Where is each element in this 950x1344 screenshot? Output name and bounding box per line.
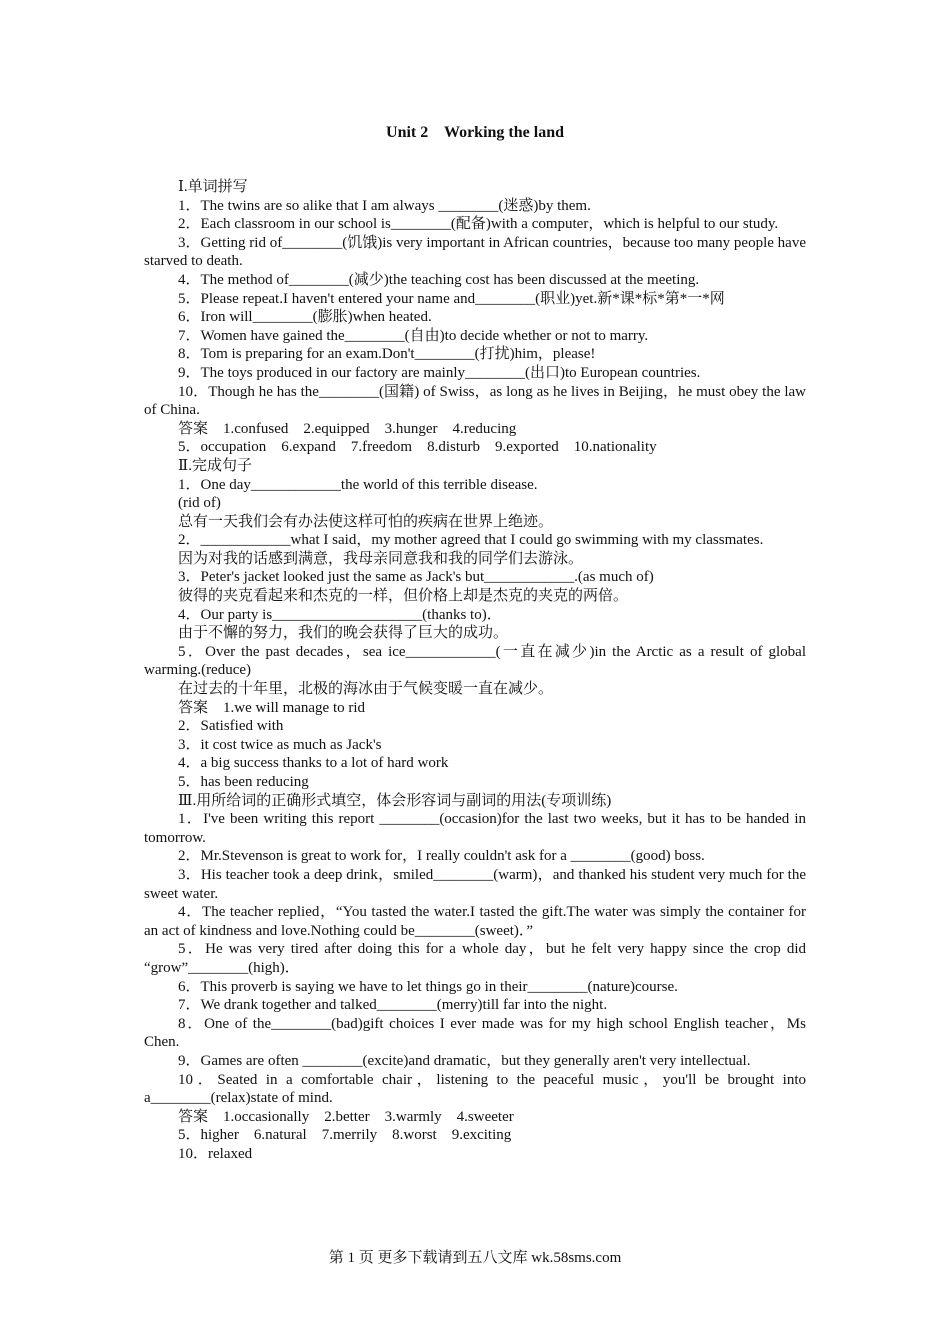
exercise-item: 9．Games are often ________(excite)and dramatic，but they generally aren't very intellectual. <box>178 1052 751 1069</box>
exercise-item: 6．This proverb is saying we have to let things go in their________(nature)course. <box>178 978 678 995</box>
exercise-item: 3．His teacher took a deep drink，smiled________(warm)，and thanked his student very much for the sweet water. <box>144 866 806 902</box>
section-heading-3: Ⅲ.用所给词的正确形式填空，体会形容词与副词的用法(专项训练) <box>178 792 612 809</box>
exercise-item: 2．Mr.Stevenson is great to work for，I really couldn't ask for a ________(good) boss. <box>178 848 705 865</box>
answer-line: 5．occupation 6.expand 7.freedom 8.disturb 9.exported 10.nationality <box>178 439 657 456</box>
exercise-item: 2．Each classroom in our school is________(配备)with a computer，which is helpful to our study. <box>178 216 779 233</box>
section-heading-2: Ⅱ.完成句子 <box>178 457 252 474</box>
translation-line: 因为对我的话感到满意，我母亲同意我和我的同学们去游泳。 <box>178 550 584 567</box>
answer-line: 答案 1.we will manage to rid <box>178 699 366 716</box>
exercise-item: 4．The teacher replied，“You tasted the water.I tasted the gift.The water was simply the container for an act of kindness and love.Nothing could be________(sweet)．” <box>144 904 806 939</box>
answer-line: 3．it cost twice as much as Jack's <box>178 736 382 753</box>
exercise-item: 2．____________what I said，my mother agreed that I could go swimming with my classmates. <box>178 532 764 549</box>
translation-line: 彼得的夹克看起来和杰克的一样，但价格上却是杰克的夹克的两倍。 <box>178 588 629 605</box>
exercise-item: 5．Over the past decades，sea ice____________(一直在减少)in the Arctic as a result of global warming.(reduce) <box>144 643 806 679</box>
section-heading-1: Ⅰ.单词拼写 <box>178 179 248 195</box>
answer-line: 5．has been reducing <box>178 774 309 790</box>
exercise-item: 1．I've been writing this report ________(occasion)for the last two weeks, but it has to be handed in tomorrow. <box>144 811 806 846</box>
exercise-item: 7．Women have gained the________(自由)to decide whether or not to marry. <box>178 327 649 344</box>
exercise-item: 1．One day____________the world of this terrible disease. <box>178 476 538 493</box>
translation-line: 在过去的十年里，北极的海冰由于气候变暖一直在减少。 <box>178 681 554 698</box>
exercise-item: 1．The twins are so alike that I am always ________(迷惑)by them. <box>178 197 591 214</box>
hint-line: (rid of) <box>178 495 221 512</box>
answer-line: 5．higher 6.natural 7.merrily 8.worst 9.exciting <box>178 1127 512 1144</box>
page-footer: 第 1 页 更多下载请到五八文库 wk.58sms.com <box>328 1250 622 1266</box>
answer-line: 4．a big success thanks to a lot of hard work <box>178 755 449 772</box>
exercise-item: 10．Though he has the________(国籍) of Swiss，as long as he lives in Beijing，he must obey the law of China. <box>144 383 806 419</box>
answer-line: 10．relaxed <box>178 1145 253 1162</box>
answer-line: 答案 1.confused 2.equipped 3.hunger 4.reducing <box>178 420 517 437</box>
translation-line: 由于不懈的努力，我们的晚会获得了巨大的成功。 <box>178 625 509 642</box>
exercise-item: 5．Please repeat.I haven't entered your name and________(职业)yet.新*课*标*第*一*网 <box>178 290 725 307</box>
exercise-item: 8．One of the________(bad)gift choices I ever made was for my high school English teacher，Ms Chen. <box>144 1015 806 1051</box>
exercise-item: 10．Seated in a comfortable chair，listening to the peaceful music，you'll be brought into a________(relax)state of mind. <box>144 1071 806 1107</box>
exercise-item: 4．Our party is____________________(thanks to)． <box>178 606 502 623</box>
document-body <box>144 178 806 1163</box>
exercise-item: 3．Peter's jacket looked just the same as Jack's but____________.(as much of) <box>178 569 654 586</box>
exercise-item: 6．Iron will________(膨胀)when heated. <box>178 309 432 326</box>
translation-line: 总有一天我们会有办法使这样可怕的疾病在世界上绝迹。 <box>178 513 554 530</box>
answer-line: 2．Satisfied with <box>178 718 284 735</box>
answer-line: 答案 1.occasionally 2.better 3.warmly 4.sweeter <box>178 1108 514 1125</box>
page-title: Unit 2 Working the land <box>386 124 564 141</box>
exercise-item: 3．Getting rid of________(饥饿)is very important in African countries，because too many people have starved to death. <box>144 234 806 270</box>
exercise-item: 8．Tom is preparing for an exam.Don't________(打扰)him，please! <box>178 346 596 363</box>
exercise-item: 7．We drank together and talked________(merry)till far into the night. <box>178 997 608 1014</box>
exercise-item: 9．The toys produced in our factory are mainly________(出口)to European countries. <box>178 364 701 381</box>
exercise-item: 4．The method of________(减少)the teaching cost has been discussed at the meeting. <box>178 271 700 288</box>
exercise-item: 5．He was very tired after doing this for a whole day，but he felt very happy since the crop did “grow”________(high)． <box>144 941 806 976</box>
